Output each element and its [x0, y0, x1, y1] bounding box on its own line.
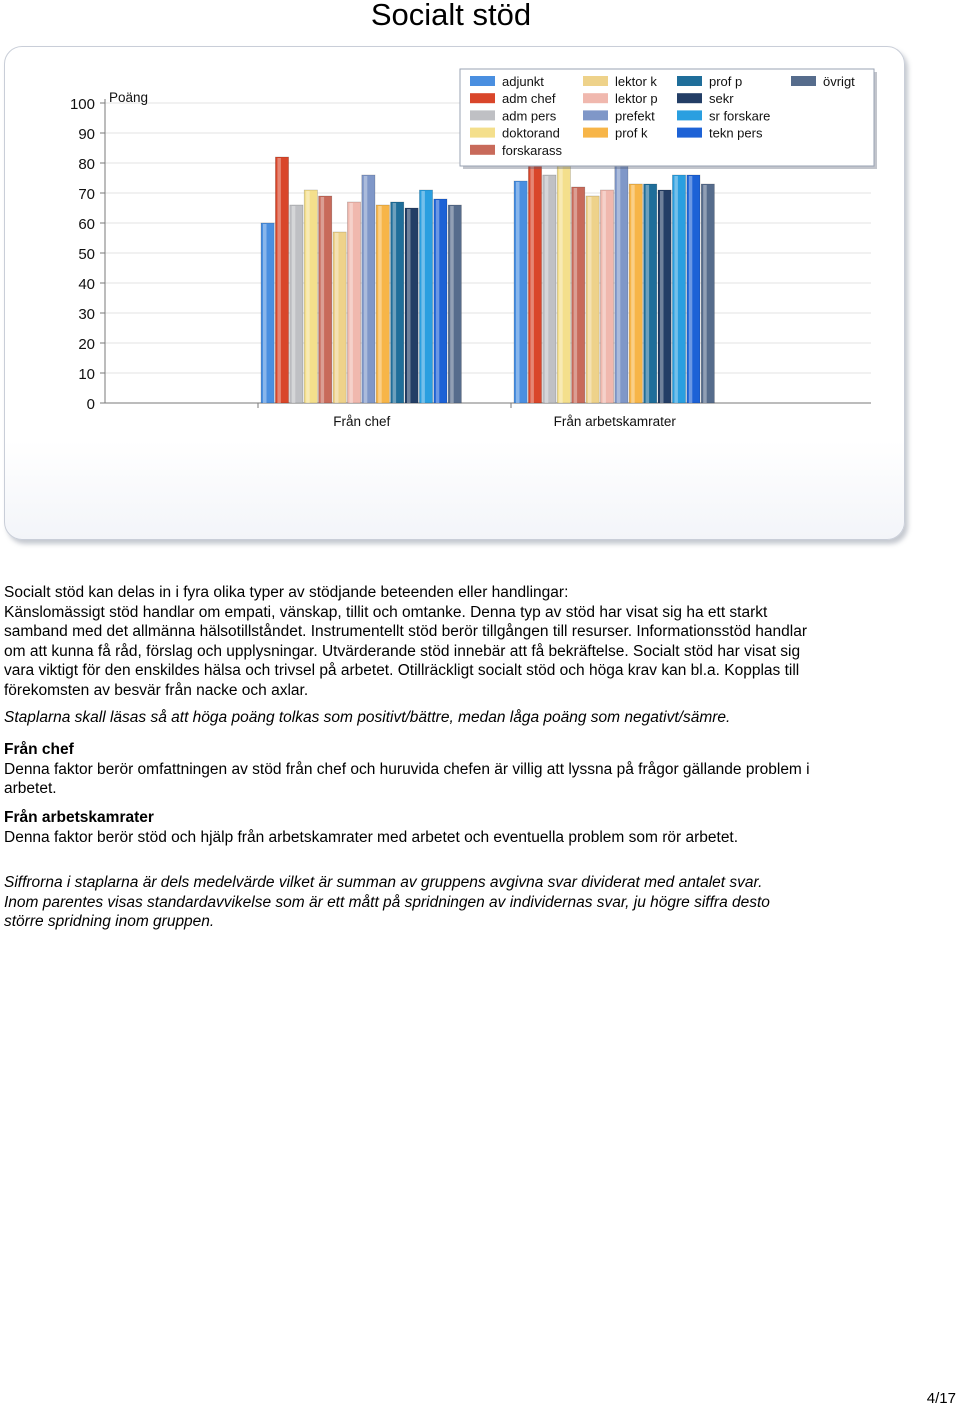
y-tick-label: 70 — [78, 186, 95, 203]
legend-label: adm pers — [502, 108, 557, 124]
y-tick-label: 40 — [78, 276, 95, 293]
legend-swatch — [470, 76, 495, 86]
bar — [261, 223, 274, 403]
bar — [319, 196, 332, 403]
bar-highlight — [660, 191, 664, 403]
legend-swatch — [583, 93, 608, 103]
legend-swatch — [583, 128, 608, 138]
bar-highlight — [530, 164, 534, 403]
legend-swatch — [470, 93, 495, 103]
bar — [448, 205, 461, 403]
bar-highlight — [516, 182, 520, 403]
legend-swatch — [470, 128, 495, 138]
legend-swatch — [470, 145, 495, 155]
footnote — [4, 873, 904, 932]
bar — [376, 205, 389, 403]
legend-swatch — [583, 110, 608, 120]
bar-highlight — [617, 161, 621, 403]
y-tick-label: 60 — [78, 216, 95, 233]
y-tick-label: 50 — [78, 246, 95, 263]
page-title: Socialt stöd — [370, 0, 532, 32]
bar — [672, 175, 685, 403]
y-tick-label: 90 — [78, 126, 95, 143]
bar-highlight — [421, 191, 425, 403]
bar-highlight — [364, 176, 368, 403]
bar — [615, 160, 628, 403]
bar-highlight — [306, 191, 310, 403]
bar — [290, 205, 303, 403]
legend-swatch — [583, 76, 608, 86]
legend-label: sr forskare — [709, 108, 771, 124]
section-chef — [4, 740, 904, 799]
bar — [600, 190, 613, 403]
legend-label: adm chef — [502, 91, 556, 107]
bar — [362, 175, 375, 403]
footnote-line: större spridning inom gruppen. — [4, 913, 215, 931]
section-heading: Från chef — [4, 741, 74, 758]
bar — [275, 157, 288, 403]
bar-highlight — [263, 224, 267, 403]
section-arbetskamrater — [4, 808, 904, 847]
bar — [572, 187, 585, 403]
page-number: 4/17 — [926, 1390, 956, 1407]
legend-swatch — [677, 76, 702, 86]
legend-label: prefekt — [615, 108, 655, 124]
legend-label: doktorand — [502, 125, 560, 141]
intro-line: förekomsten av besvär från nacke och axlar. — [4, 681, 309, 699]
bar-highlight — [646, 185, 650, 403]
bar-highlight — [689, 176, 693, 403]
bar-highlight — [277, 158, 281, 403]
intro-line: Känslomässigt stöd handlar om empati, vänskap, tillit och omtanke. Denna typ av stöd har visat sig ha ett starkt — [4, 603, 768, 621]
y-tick-label: 10 — [78, 366, 95, 383]
legend-label: prof k — [615, 125, 648, 141]
bar-highlight — [574, 188, 578, 403]
x-tick-label: Från arbetskamrater — [553, 414, 676, 429]
bar-highlight — [545, 176, 549, 403]
bar — [528, 163, 541, 403]
bar — [557, 160, 570, 403]
legend-label: forskarass — [502, 142, 562, 158]
bar-highlight — [292, 206, 296, 403]
bar — [701, 184, 714, 403]
legend-label: lektor k — [615, 74, 657, 89]
bar — [629, 184, 642, 403]
bar — [304, 190, 317, 403]
bar-highlight — [407, 209, 411, 403]
intro-line: Socialt stöd kan delas in i fyra olika typer av stödjande beteenden eller handlingar: — [4, 584, 569, 601]
intro-line: vara viktigt för den enskildes hälsa och trivsel på arbetet. Otillräckligt socialt stöd och höga krav kan bl.a. Kopplas till — [4, 662, 800, 680]
bar — [586, 196, 599, 403]
legend-swatch — [791, 76, 816, 86]
legend-label: tekn pers — [709, 125, 763, 141]
bar-highlight — [378, 206, 382, 403]
bar — [434, 199, 447, 403]
section-text: Denna faktor berör stöd och hjälp från arbetskamrater med arbetet och eventuella problem som rör arbetet. — [4, 828, 739, 846]
bar — [347, 202, 360, 403]
bar-highlight — [559, 161, 563, 403]
bar-highlight — [631, 185, 635, 403]
bar-highlight — [349, 203, 353, 403]
section-text: arbetet. — [4, 780, 57, 798]
bar — [419, 190, 432, 403]
bar-highlight — [393, 203, 397, 403]
intro-line: om att kunna få råd, förslag och upplysningar. Utvärderande stöd innebär att få bekräftelse. Socialt stöd har visat sig — [4, 642, 801, 660]
legend-swatch — [677, 93, 702, 103]
legend-label: adjunkt — [502, 74, 544, 89]
footnote-line: Siffrorna i staplarna är dels medelvärde vilket är summan av gruppens avgivna svar dividerat med antalet svar. — [4, 874, 763, 891]
y-tick-label: 100 — [69, 96, 95, 113]
bar-highlight — [588, 197, 592, 403]
legend-label: prof p — [709, 74, 743, 89]
bar — [543, 175, 556, 403]
bar — [514, 181, 527, 403]
reading-note: Staplarna skall läsas så att höga poäng tolkas som positivt/bättre, medan låga poäng som negativt/sämre. — [4, 709, 731, 726]
y-tick-label: 80 — [78, 156, 95, 173]
y-tick-label: 20 — [78, 336, 95, 353]
intro-text — [4, 583, 904, 701]
bar — [333, 232, 346, 403]
bar — [391, 202, 404, 403]
intro-line: samband med det allmänna hälsotillståndet. Instrumentellt stöd berör tillgången till resurser. Informationsstöd handlar — [4, 623, 807, 641]
bar-highlight — [703, 185, 707, 403]
bar — [658, 190, 671, 403]
bar — [687, 175, 700, 403]
bar-highlight — [674, 176, 678, 403]
bar-highlight — [450, 206, 454, 403]
legend-label: övrigt — [823, 74, 855, 89]
legend-label: lektor p — [615, 91, 658, 107]
legend-swatch — [677, 110, 702, 120]
footnote-line: Inom parentes visas standardavvikelse som är ett mått på spridningen av individernas svar, ju högre siffra desto — [4, 893, 770, 911]
legend-swatch — [470, 110, 495, 120]
legend-swatch — [677, 128, 702, 138]
x-tick-label: Från chef — [333, 414, 391, 429]
y-axis-label: Poäng — [109, 90, 149, 105]
bar — [644, 184, 657, 403]
chart-panel — [4, 46, 905, 540]
bar — [405, 208, 418, 403]
bar-highlight — [335, 233, 339, 403]
bar-chart — [5, 47, 904, 539]
section-heading: Från arbetskamrater — [4, 809, 154, 826]
bar-highlight — [602, 191, 606, 403]
y-tick-label: 30 — [78, 306, 95, 323]
section-text: Denna faktor berör omfattningen av stöd från chef och huruvida chefen är villig att lyssna på frågor gällande problem i — [4, 760, 810, 778]
y-tick-label: 0 — [86, 396, 95, 413]
bar-highlight — [321, 197, 325, 403]
bar-highlight — [436, 200, 440, 403]
legend-label: sekr — [709, 91, 734, 107]
